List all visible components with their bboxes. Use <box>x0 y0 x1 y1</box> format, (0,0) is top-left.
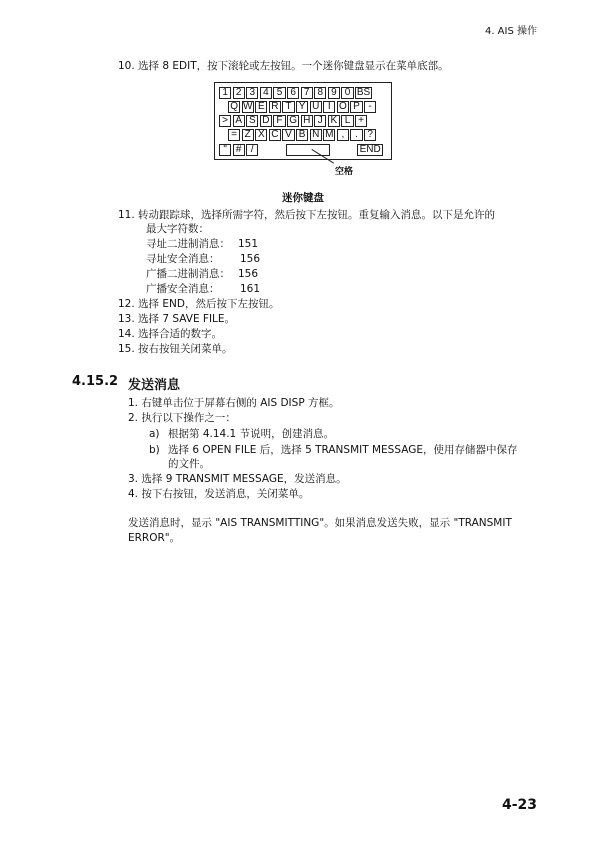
keyboard-key: 2 <box>233 87 245 99</box>
step-11-line1: 11. 转动跟踪球，选择所需字符，然后按下左按钮。重复输入消息。以下是允许的 <box>118 209 496 221</box>
section-title: 发送消息 <box>128 378 181 393</box>
keyboard-key: I <box>323 101 335 113</box>
keyboard-key: R <box>269 101 281 113</box>
keyboard-key: 5 <box>273 87 285 99</box>
step-12: 12. 选择 END，然后按下左按钮。 <box>118 298 280 310</box>
keyboard-key: H <box>301 115 313 127</box>
keyboard-key: M <box>325 129 334 140</box>
keyboard-key: - <box>364 101 376 113</box>
substep-b-line1: 选择 6 OPEN FILE 后，选择 5 TRANSMIT MESSAGE，使用存储器中保存 <box>168 444 518 456</box>
keyboard-key: S <box>246 115 258 127</box>
keyboard-key: + <box>355 115 367 127</box>
space-label: 空格 <box>335 167 354 177</box>
keyboard-key: # <box>233 144 245 156</box>
step-10: 10. 选择 8 EDIT，按下滚轮或左按钮。一个迷你键盘显示在菜单底部。 <box>118 60 449 72</box>
limit-value: 156 <box>240 253 261 265</box>
keyboard-key: , <box>337 129 349 141</box>
keyboard-key: C <box>269 129 281 141</box>
keyboard-key: > <box>219 115 231 127</box>
keyboard-key-end: END <box>357 144 383 156</box>
step-2: 2. 执行以下操作之一： <box>128 412 236 424</box>
limit-value: 156 <box>238 268 259 280</box>
keyboard-key: ? <box>364 129 376 141</box>
keyboard-key-backspace: BS <box>356 87 371 98</box>
note-line1: 发送消息时，显示 "AIS TRANSMITTING"。如果消息发送失败，显示 "TRANSMIT <box>128 517 512 529</box>
keyboard-key: B <box>296 129 308 141</box>
keyboard-key: " <box>219 144 231 156</box>
keyboard-key: Y <box>296 101 308 113</box>
keyboard-key: 3 <box>246 87 258 99</box>
keyboard-key: Q <box>228 101 240 113</box>
keyboard-key: 4 <box>260 87 272 99</box>
step-1: 1. 右键单击位于屏幕右侧的 AIS DISP 方框。 <box>128 397 340 409</box>
substep-b-line2: 的文件。 <box>168 458 210 470</box>
mini-keyboard <box>214 82 392 160</box>
keyboard-key: F <box>273 115 285 127</box>
keyboard-key: . <box>350 129 362 141</box>
limit-label: 寻址二进制消息： <box>146 238 230 250</box>
keyboard-key: N <box>310 129 322 141</box>
keyboard-key: 9 <box>328 87 340 99</box>
keyboard-key: J <box>314 115 326 127</box>
limit-value: 151 <box>238 238 259 250</box>
keyboard-key: E <box>255 101 267 113</box>
keyboard-key: G <box>287 115 299 127</box>
limit-label: 广播二进制消息： <box>146 268 230 280</box>
keyboard-key: K <box>328 115 340 127</box>
keyboard-key: L <box>341 115 353 127</box>
keyboard-key: O <box>337 101 349 113</box>
keyboard-key: V <box>282 129 294 141</box>
step-11-line2: 最大字符数： <box>146 223 209 235</box>
keyboard-key: P <box>350 101 362 113</box>
substep-a-marker: a) <box>149 428 160 440</box>
keyboard-key: 6 <box>287 87 299 99</box>
keyboard-key: 1 <box>219 87 231 99</box>
running-header: 4. AIS 操作 <box>484 26 537 37</box>
keyboard-key: X <box>255 129 267 141</box>
substep-a: 根据第 4.14.1 节说明，创建消息。 <box>168 428 335 440</box>
keyboard-key: 7 <box>301 87 313 99</box>
limit-label: 寻址安全消息： <box>146 253 220 265</box>
step-15: 15. 按右按钮关闭菜单。 <box>118 343 233 355</box>
keyboard-key: / <box>246 144 258 156</box>
step-13: 13. 选择 7 SAVE FILE。 <box>118 313 236 325</box>
step-14: 14. 选择合适的数字。 <box>118 328 223 340</box>
page-number: 4-23 <box>501 797 537 813</box>
keyboard-key: 0 <box>341 87 353 99</box>
section-number: 4.15.2 <box>72 374 119 389</box>
note-line2: ERROR"。 <box>128 532 181 544</box>
keyboard-key: W <box>242 101 253 112</box>
keyboard-key: A <box>233 115 245 127</box>
step-4: 4. 按下右按钮，发送消息，关闭菜单。 <box>128 488 310 500</box>
keyboard-key-space <box>286 144 330 156</box>
figure-caption: 迷你键盘 <box>282 192 324 204</box>
keyboard-key: U <box>310 101 322 113</box>
keyboard-key: Z <box>242 129 254 141</box>
limit-value: 161 <box>240 283 261 295</box>
keyboard-key: T <box>282 101 294 113</box>
keyboard-key: D <box>260 115 272 127</box>
keyboard-key: = <box>228 129 240 141</box>
limit-label: 广播安全消息： <box>146 283 220 295</box>
step-3: 3. 选择 9 TRANSMIT MESSAGE，发送消息。 <box>128 473 347 485</box>
keyboard-key: 8 <box>314 87 326 99</box>
substep-b-marker: b) <box>149 444 160 456</box>
